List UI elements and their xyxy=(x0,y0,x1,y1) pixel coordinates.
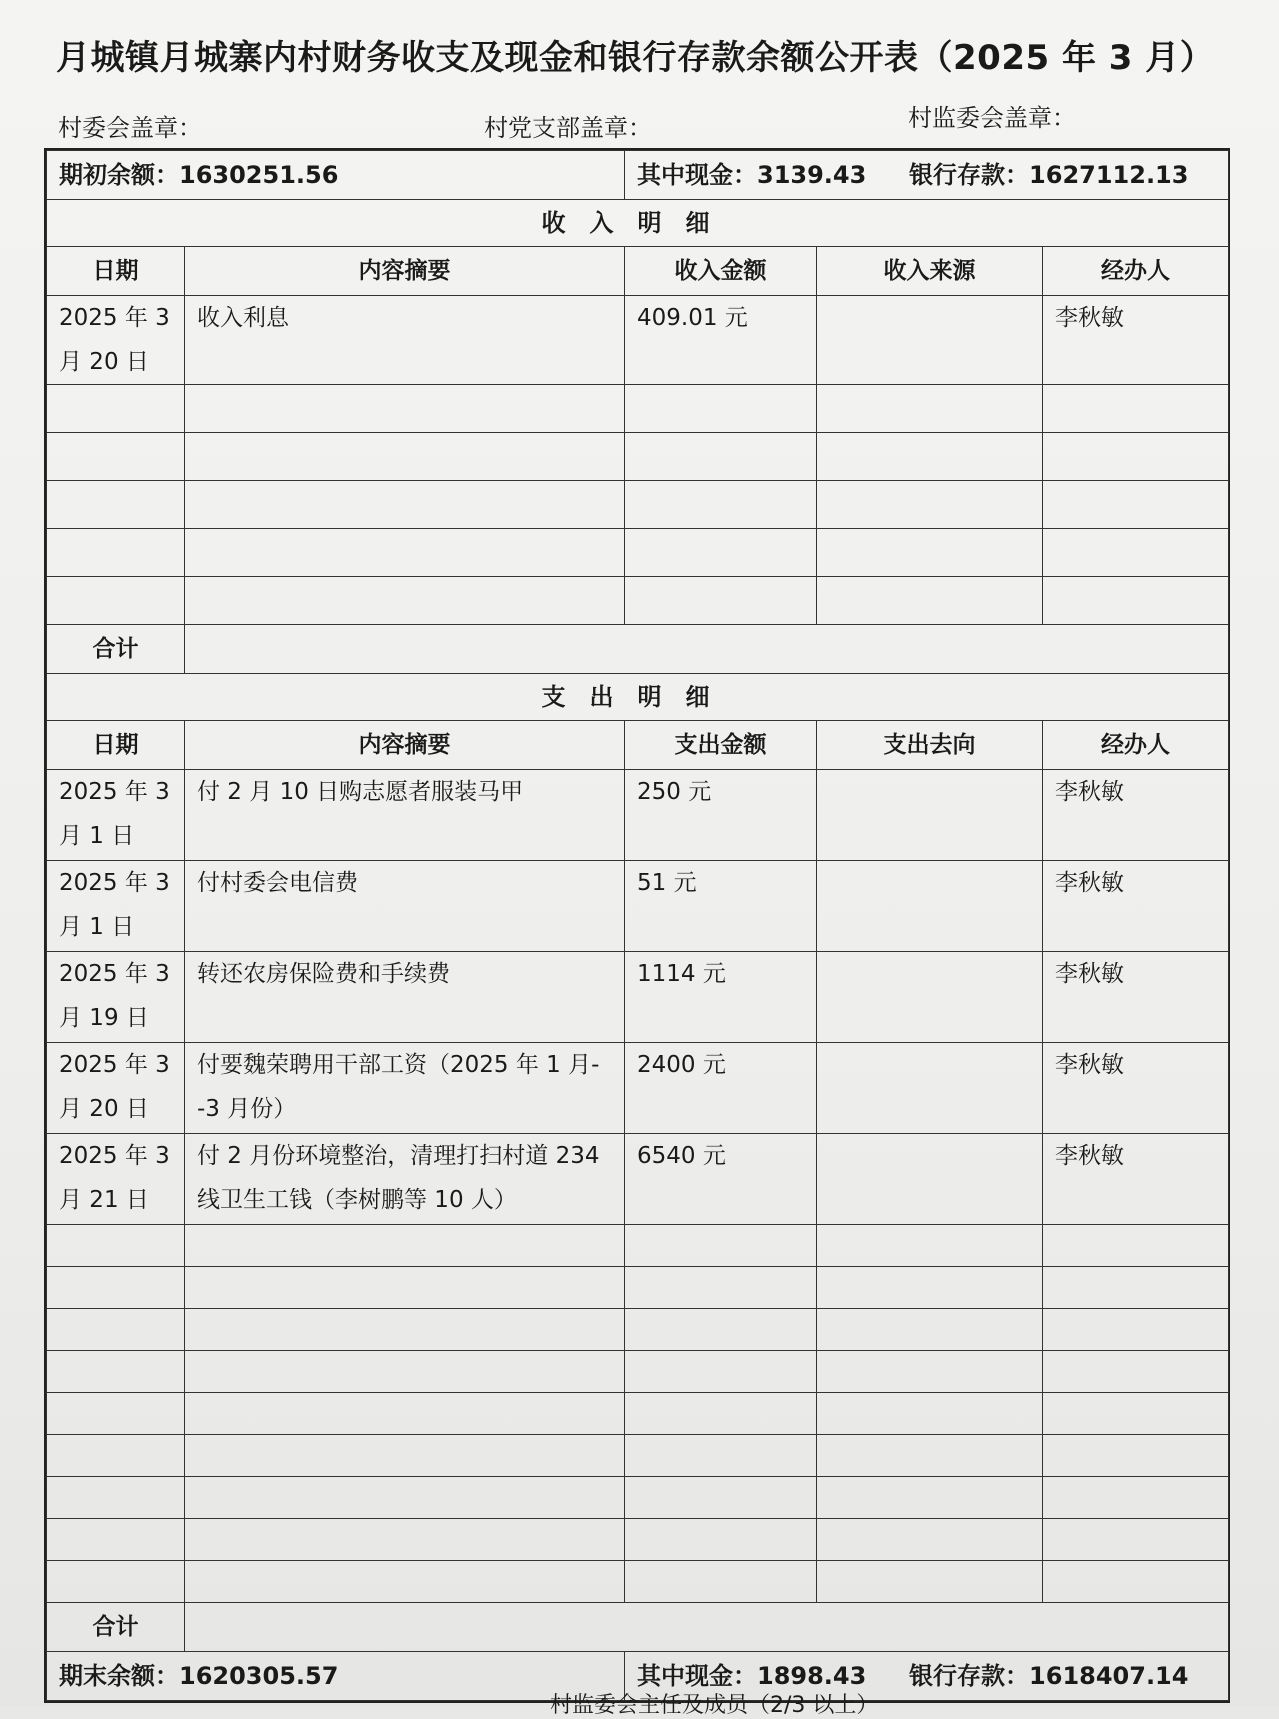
finance-table xyxy=(44,148,1230,1703)
table-row xyxy=(47,481,1229,529)
table-row xyxy=(47,770,1229,861)
income-total-label: 合计 xyxy=(47,625,185,674)
expense-date: 2025 年 3 月 1 日 xyxy=(47,861,185,952)
opening-cash: 其中现金：3139.43 xyxy=(637,161,867,189)
table-row xyxy=(47,529,1229,577)
table-row xyxy=(47,1309,1229,1351)
expense-handler: 李秋敏 xyxy=(1043,861,1229,952)
expense-date: 2025 年 3 月 21 日 xyxy=(47,1134,185,1225)
closing-balance: 期末余额：1620305.57 xyxy=(47,1652,625,1701)
table-row xyxy=(47,385,1229,433)
closing-bank: 银行存款：1618407.14 xyxy=(909,1662,1189,1690)
seal-line xyxy=(58,104,1218,144)
expense-summary: 付村委会电信费 xyxy=(185,861,625,952)
expense-header-handler: 经办人 xyxy=(1043,721,1229,770)
expense-destination xyxy=(817,861,1043,952)
expense-amount: 1114 元 xyxy=(625,952,817,1043)
closing-cash: 其中现金：1898.43 xyxy=(637,1662,867,1690)
expense-destination xyxy=(817,1043,1043,1134)
table-row xyxy=(47,296,1229,385)
expense-amount: 250 元 xyxy=(625,770,817,861)
expense-destination xyxy=(817,1134,1043,1225)
village-committee-seal-label: 村委会盖章： xyxy=(58,114,202,142)
income-total-row xyxy=(47,625,1229,674)
expense-header-summary: 内容摘要 xyxy=(185,721,625,770)
expense-date: 2025 年 3 月 1 日 xyxy=(47,770,185,861)
expense-header-amount: 支出金额 xyxy=(625,721,817,770)
expense-date: 2025 年 3 月 20 日 xyxy=(47,1043,185,1134)
opening-balance-row xyxy=(47,151,1229,200)
opening-cash-bank xyxy=(625,151,1229,200)
expense-total-label: 合计 xyxy=(47,1603,185,1652)
opening-balance: 期初余额：1630251.56 xyxy=(47,151,625,200)
table-row xyxy=(47,861,1229,952)
expense-header-row xyxy=(47,721,1229,770)
income-header-source: 收入来源 xyxy=(817,247,1043,296)
footer-note: 村监委会主任及成员（2/3 以上） xyxy=(550,1693,879,1718)
expense-summary: 付 2 月 10 日购志愿者服装马甲 xyxy=(185,770,625,861)
income-header-row xyxy=(47,247,1229,296)
table-row xyxy=(47,1477,1229,1519)
expense-amount: 6540 元 xyxy=(625,1134,817,1225)
expense-section-title: 支出明细 xyxy=(47,674,1229,721)
table-row xyxy=(47,1267,1229,1309)
table-row xyxy=(47,1134,1229,1225)
opening-bank: 银行存款：1627112.13 xyxy=(909,161,1189,189)
table-row xyxy=(47,1519,1229,1561)
party-branch-seal-label: 村党支部盖章： xyxy=(484,114,652,142)
expense-header-destination: 支出去向 xyxy=(817,721,1043,770)
expense-amount: 51 元 xyxy=(625,861,817,952)
expense-total-value xyxy=(185,1603,1229,1652)
expense-total-row xyxy=(47,1603,1229,1652)
expense-destination xyxy=(817,952,1043,1043)
table-row xyxy=(47,1351,1229,1393)
table-row xyxy=(47,1225,1229,1267)
income-header-handler: 经办人 xyxy=(1043,247,1229,296)
income-section-title-row xyxy=(47,200,1229,247)
table-row xyxy=(47,952,1229,1043)
expense-header-date: 日期 xyxy=(47,721,185,770)
expense-handler: 李秋敏 xyxy=(1043,1134,1229,1225)
income-header-amount: 收入金额 xyxy=(625,247,817,296)
income-section-title: 收入明细 xyxy=(47,200,1229,247)
table-row xyxy=(47,1043,1229,1134)
expense-handler: 李秋敏 xyxy=(1043,952,1229,1043)
table-row xyxy=(47,577,1229,625)
income-source xyxy=(817,296,1043,385)
expense-summary: 付要魏荣聘用干部工资（2025 年 1 月--3 月份） xyxy=(185,1043,625,1134)
expense-summary: 转还农房保险费和手续费 xyxy=(185,952,625,1043)
income-handler: 李秋敏 xyxy=(1043,296,1229,385)
table-row xyxy=(47,1561,1229,1603)
income-summary: 收入利息 xyxy=(185,296,625,385)
expense-amount: 2400 元 xyxy=(625,1043,817,1134)
table-row xyxy=(47,1435,1229,1477)
income-header-date: 日期 xyxy=(47,247,185,296)
expense-summary: 付 2 月份环境整治，清理打扫村道 234 线卫生工钱（李树鹏等 10 人） xyxy=(185,1134,625,1225)
expense-destination xyxy=(817,770,1043,861)
table-row xyxy=(47,433,1229,481)
table-row xyxy=(47,1393,1229,1435)
document-title: 月城镇月城寨内村财务收支及现金和银行存款余额公开表（2025 年 3 月） xyxy=(56,38,1215,78)
expense-handler: 李秋敏 xyxy=(1043,770,1229,861)
income-amount: 409.01 元 xyxy=(625,296,817,385)
income-header-summary: 内容摘要 xyxy=(185,247,625,296)
income-total-value xyxy=(185,625,1229,674)
expense-handler: 李秋敏 xyxy=(1043,1043,1229,1134)
expense-date: 2025 年 3 月 19 日 xyxy=(47,952,185,1043)
expense-section-title-row xyxy=(47,674,1229,721)
income-date: 2025 年 3 月 20 日 xyxy=(47,296,185,385)
supervision-committee-seal-label: 村监委会盖章： xyxy=(908,104,1076,132)
